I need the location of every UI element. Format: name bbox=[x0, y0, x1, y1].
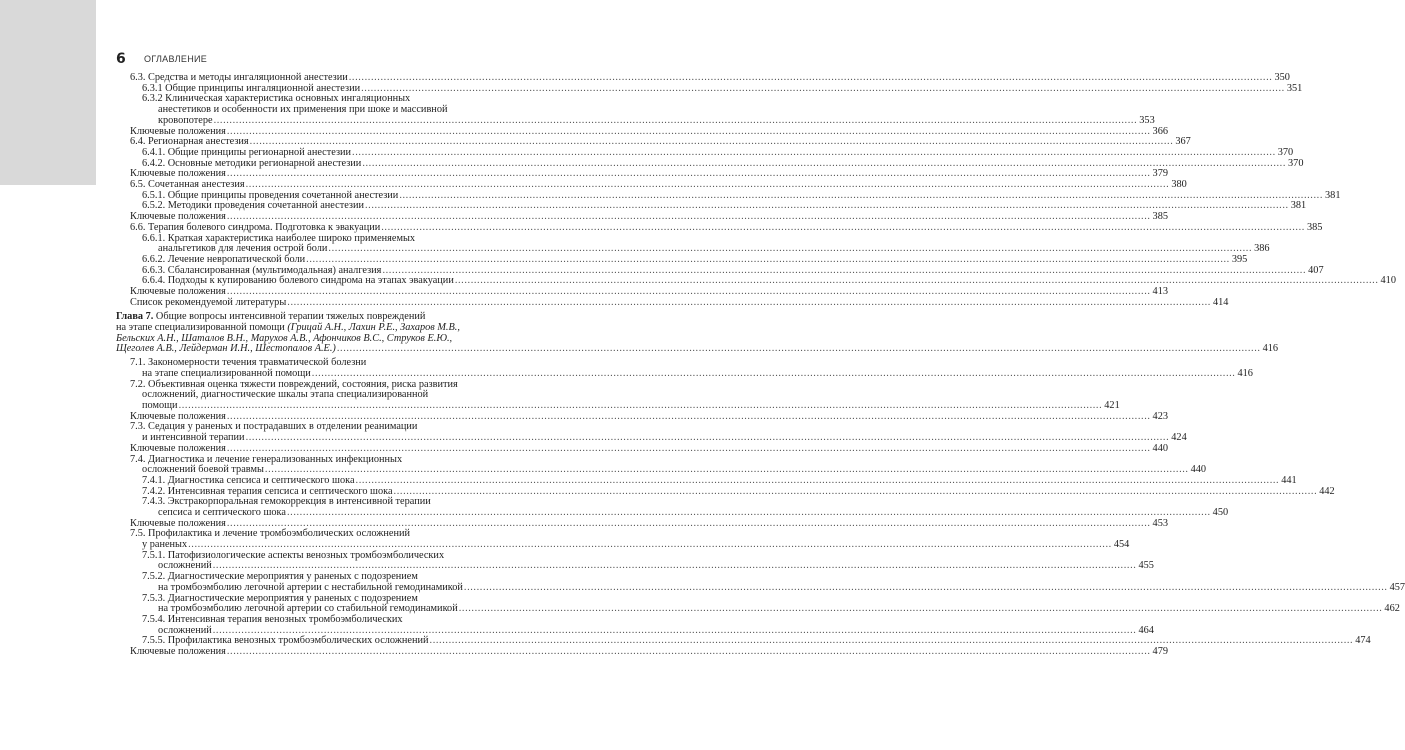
toc-page-number: 380 bbox=[1171, 179, 1187, 190]
toc-entry-text: анальгетиков для лечения острой боли bbox=[158, 243, 328, 255]
toc-entry-text: помощи bbox=[142, 399, 178, 411]
toc-page-number: 462 bbox=[1384, 603, 1400, 615]
toc-page-number: 367 bbox=[1175, 136, 1191, 148]
toc-entry-text: 6.4.2. Основные методики регионарной анестезии bbox=[142, 157, 362, 169]
toc-entry-text: Ключевые положения bbox=[130, 517, 226, 529]
dot-leader bbox=[214, 116, 1138, 127]
toc-entry-text: у раненых bbox=[142, 539, 188, 551]
toc-entry-text: 6.4. Регионарная анестезия bbox=[130, 136, 249, 148]
toc-entry-text: 7.2. Объективная оценка тяжести повреждений, состояния, риска развития bbox=[130, 378, 458, 390]
toc-page-number: 457 bbox=[1389, 581, 1405, 593]
toc-page-number: 353 bbox=[1139, 114, 1155, 126]
chapter-label: Глава 7. bbox=[116, 311, 154, 323]
toc-entry-text: 7.4.1. Диагностика сепсиса и септического шока bbox=[142, 474, 355, 486]
toc-entry-text: на тромбоэмболию легочной артерии со стабильной гемодинамикой bbox=[158, 603, 458, 615]
toc-entry-text: осложнений боевой травмы bbox=[142, 464, 264, 476]
dot-leader bbox=[352, 148, 1276, 159]
toc-entry-text: на этапе специализированной помощи (Грицай А.Н., Лахин Р.Е., Захаров М.В., bbox=[116, 322, 460, 334]
toc-entry-text: Список рекомендуемой литературы bbox=[130, 296, 287, 308]
toc-page-number: 395 bbox=[1231, 253, 1248, 265]
toc-entry-text: 6.5.1. Общие принципы проведения сочетанной анестезии bbox=[142, 189, 399, 201]
toc-entry-text: Общие вопросы интенсивной терапии тяжелых повреждений bbox=[153, 311, 426, 323]
toc-entry-text: 7.4.2. Интенсивная терапия сепсиса и септического шока bbox=[142, 485, 393, 497]
toc-page-number: 421 bbox=[1104, 399, 1120, 411]
toc-entry-text: 7.3. Седация у раненых и пострадавших в отделении реанимации bbox=[130, 421, 418, 433]
toc-entry-text: Ключевые положения bbox=[130, 286, 226, 297]
toc-page-number: 385 bbox=[1152, 211, 1168, 223]
toc-entry-text: анестетиков и особенности их применения при шоке и массивной bbox=[158, 104, 448, 116]
toc-entry-text: Ключевые положения bbox=[130, 168, 226, 180]
toc-entry-text: 7.5.4. Интенсивная терапия венозных тромбоэмболических bbox=[142, 614, 403, 625]
dot-leader bbox=[227, 647, 1151, 658]
toc-entry-text: Ключевые положения bbox=[130, 646, 226, 658]
toc-entry-text: 7.5.3. Диагностические мероприятия у раненых с подозрением bbox=[142, 592, 418, 604]
toc-entry-text: 7.5.5. Профилактика венозных тромбоэмболических осложнений bbox=[142, 635, 429, 647]
dot-leader bbox=[361, 84, 1285, 95]
toc-entry-text: 6.6.1. Краткая характеристика наиболее широко применяемых bbox=[142, 232, 416, 244]
toc-page-number: 423 bbox=[1152, 410, 1168, 422]
toc-page-number: 414 bbox=[1212, 296, 1229, 308]
dot-leader bbox=[464, 583, 1388, 594]
toc-page-number: 440 bbox=[1152, 442, 1168, 454]
toc-page-number: 379 bbox=[1152, 168, 1168, 180]
toc-page-number: 370 bbox=[1288, 157, 1304, 169]
toc-page-number: 440 bbox=[1190, 464, 1207, 476]
toc-page-number: 381 bbox=[1290, 200, 1307, 212]
toc-page-number: 386 bbox=[1254, 243, 1270, 255]
toc-page-number: 381 bbox=[1325, 189, 1341, 201]
toc-page-number: 464 bbox=[1138, 624, 1154, 636]
dot-leader bbox=[287, 298, 1211, 309]
toc-entry-text: Ключевые положения bbox=[130, 410, 226, 422]
toc-entry-text: Ключевые положения bbox=[130, 125, 226, 137]
toc-entry-text: 6.3.2 Клиническая характеристика основных ингаляционных bbox=[142, 93, 411, 105]
toc-entry-text: на тромбоэмболию легочной артерии с нестабильной гемодинамикой bbox=[158, 581, 463, 593]
toc-page-number: 413 bbox=[1152, 286, 1168, 297]
toc-entry-text: 7.5. Профилактика и лечение тромбоэмболических осложнений bbox=[130, 528, 411, 540]
toc-page-number: 474 bbox=[1355, 635, 1371, 647]
dot-leader bbox=[394, 487, 1318, 498]
toc-page-number: 455 bbox=[1138, 560, 1154, 572]
toc-entry-text: 6.6. Терапия болевого синдрома. Подготовка к эвакуации bbox=[130, 221, 381, 233]
toc-entry-text: Ключевые положения bbox=[130, 211, 226, 223]
toc-page-number: 416 bbox=[1237, 367, 1253, 379]
toc-page-number: 407 bbox=[1308, 264, 1324, 276]
toc-page-number: 366 bbox=[1152, 125, 1168, 137]
toc-entry-text: 7.4. Диагностика и лечение генерализованных инфекционных bbox=[130, 453, 403, 465]
dot-leader bbox=[306, 255, 1230, 266]
dot-leader bbox=[356, 476, 1280, 487]
toc-entry-text: 6.4.1. Общие принципы регионарной анестезии bbox=[142, 146, 352, 158]
toc-entry-text: Щеголев А.В., Лейдерман И.Н., Шестопалов А.Е.) bbox=[116, 343, 336, 355]
toc-page-number: 385 bbox=[1306, 221, 1323, 233]
toc-page-number: 350 bbox=[1274, 72, 1290, 83]
toc-entry-text: 6.5. Сочетанная анестезия bbox=[130, 179, 245, 190]
toc-page-number: 450 bbox=[1212, 506, 1229, 518]
toc-entry-text: осложнений, диагностические шкалы этапа специализированной bbox=[142, 389, 429, 401]
dot-leader bbox=[459, 604, 1383, 615]
toc-entry-text: 7.5.2. Диагностические мероприятия у раненых с подозрением bbox=[142, 571, 418, 583]
toc-page-number: 370 bbox=[1277, 146, 1294, 158]
toc-page-number: 479 bbox=[1152, 646, 1168, 658]
toc-entry-text: осложнений bbox=[158, 560, 212, 572]
toc-entry-text: на этапе специализированной помощи bbox=[142, 367, 311, 379]
margin-gray-bar bbox=[0, 0, 96, 185]
toc-entry-text: сепсиса и септического шока bbox=[158, 506, 286, 518]
toc-page-number: 351 bbox=[1286, 82, 1303, 94]
toc-entry-text: кровопотере bbox=[158, 114, 213, 126]
toc-page-number: 416 bbox=[1262, 343, 1279, 355]
toc-entry-text: 6.6.4. Подходы к купированию болевого синдрома на этапах эвакуации bbox=[142, 275, 454, 287]
toc-entry-text: 7.4.3. Экстракорпоральная гемокоррекция в интенсивной терапии bbox=[142, 496, 431, 508]
toc-page-number: 424 bbox=[1171, 432, 1187, 444]
toc-page-number: 410 bbox=[1380, 275, 1396, 287]
dot-leader bbox=[337, 344, 1261, 355]
toc-entry-text: 6.3.1 Общие принципы ингаляционной анестезии bbox=[142, 82, 361, 94]
dot-leader bbox=[381, 223, 1305, 234]
toc-entry-text: Ключевые положения bbox=[130, 442, 226, 454]
toc-entry-text: 6.5.2. Методики проведения сочетанной анестезии bbox=[142, 200, 364, 212]
toc-entry-text: и интенсивной терапии bbox=[142, 432, 245, 444]
toc-entry-text: 7.5.1. Патофизиологические аспекты венозных тромбоэмболических bbox=[142, 549, 445, 561]
toc-entry-text: 6.6.2. Лечение невропатической боли bbox=[142, 253, 306, 265]
toc-entry-text: осложнений bbox=[158, 624, 212, 636]
toc-entry-text: 7.1. Закономерности течения травматической болезни bbox=[130, 357, 367, 369]
toc-entry-text: 6.6.3. Сбалансированная (мультимодальная) аналгезия bbox=[142, 264, 382, 276]
authors-text: (Грицай А.Н., Лахин Р.Е., Захаров М.В., bbox=[287, 322, 460, 334]
toc-page-number: 454 bbox=[1113, 539, 1130, 551]
toc-page-number: 442 bbox=[1319, 485, 1335, 497]
page-number: 6 bbox=[116, 51, 126, 67]
toc-page-number: 453 bbox=[1152, 517, 1168, 529]
running-title: ОГЛАВЛЕНИЕ bbox=[144, 54, 208, 64]
toc-entry-text: 6.3. Средства и методы ингаляционной анестезии bbox=[130, 72, 348, 83]
toc-entry-text: Бельских А.Н., Шаталов В.Н., Марухов А.В., Афончиков В.С., Струков Е.Ю., bbox=[116, 332, 453, 344]
toc-page-number: 441 bbox=[1281, 474, 1297, 486]
